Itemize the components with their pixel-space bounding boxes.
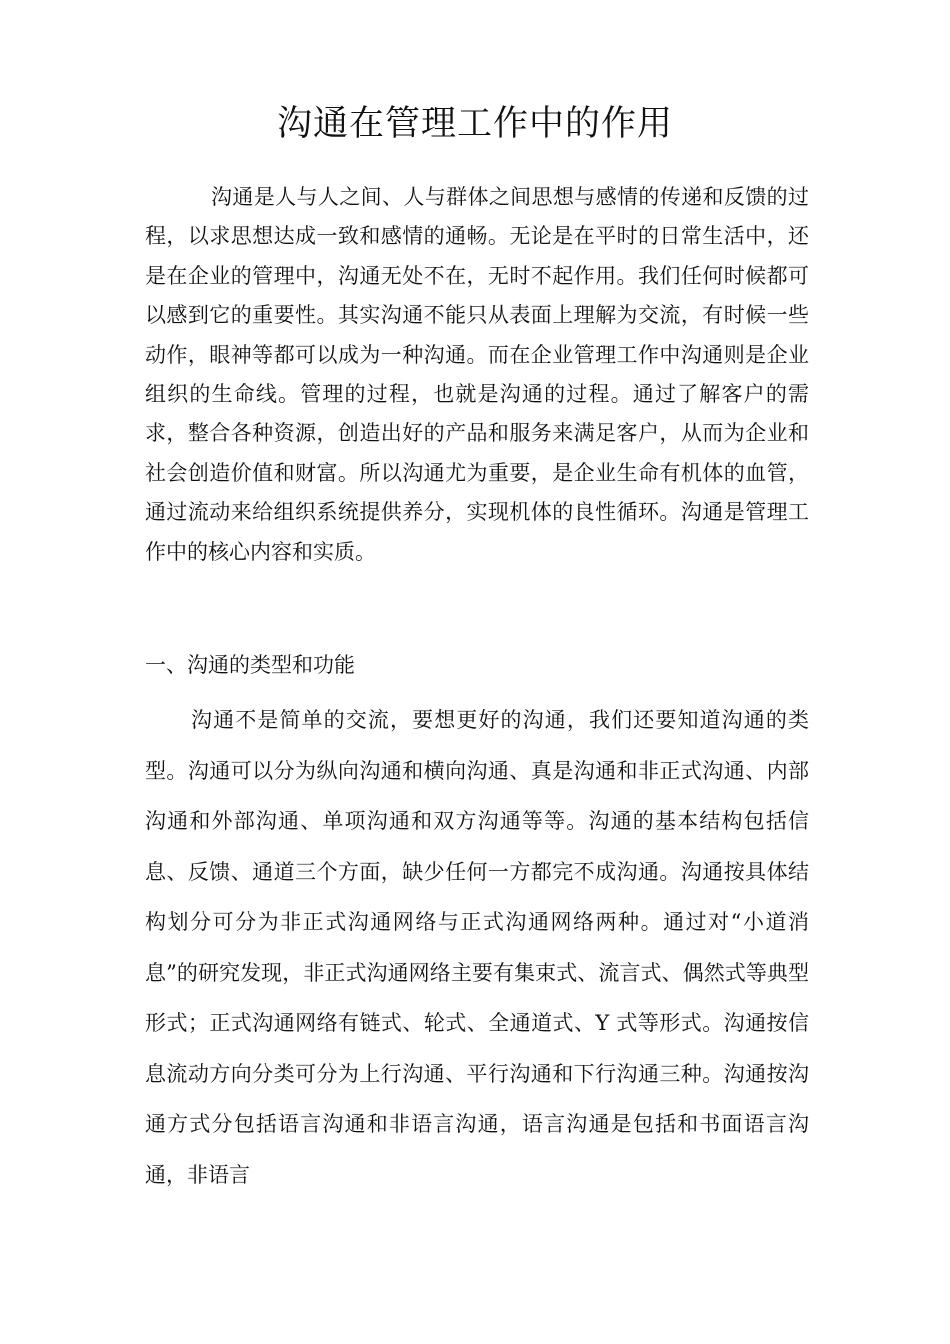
section-paragraph: 沟通不是简单的交流，要想更好的沟通，我们还要知道沟通的类型。沟通可以分为纵向沟通和横向沟通、真是沟通和非正式沟通、内部沟通和外部沟通、单项沟通和双方沟通等等。沟通的基本结构包括信息、反馈、通道三个方面，缺少任何一方都完不成沟通。沟通按具体结构划分可分为非正式沟通网络与正式沟通网络两种。通过对“小道消息”的研究发现，非正式沟通网络主要有集束式、流言式、偶然式等典型形式；正式沟通网络有链式、轮式、全通道式、Y 式等形式。沟通按信息流动方向分类可分为上行沟通、平行沟通和下行沟通三种。沟通按沟通方式分包括语言沟通和非语言沟通，语言沟通是包括和书面语言沟通，非语言	[145, 708, 809, 1187]
section-heading: 一、沟通的类型和功能	[145, 653, 355, 677]
document-title: 沟通在管理工作中的作用	[276, 104, 673, 144]
intro-paragraph: 沟通是人与人之间、人与群体之间思想与感情的传递和反馈的过程，以求思想达成一致和感情的通畅。无论是在平时的日常生活中，还是在企业的管理中，沟通无处不在，无时不起作用。我们任何时候都可以感到它的重要性。其实沟通不能只从表面上理解为交流，有时候一些动作，眼神等都可以成为一种沟通。而在企业管理工作中沟通则是企业组织的生命线。管理的过程，也就是沟通的过程。通过了解客户的需求，整合各种资源，创造出好的产品和服务来满足客户，从而为企业和社会创造价值和财富。所以沟通尤为重要，是企业生命有机体的血管，通过流动来给组织系统提供养分，实现机体的良性循环。沟通是管理工作中的核心内容和实质。	[145, 185, 809, 564]
